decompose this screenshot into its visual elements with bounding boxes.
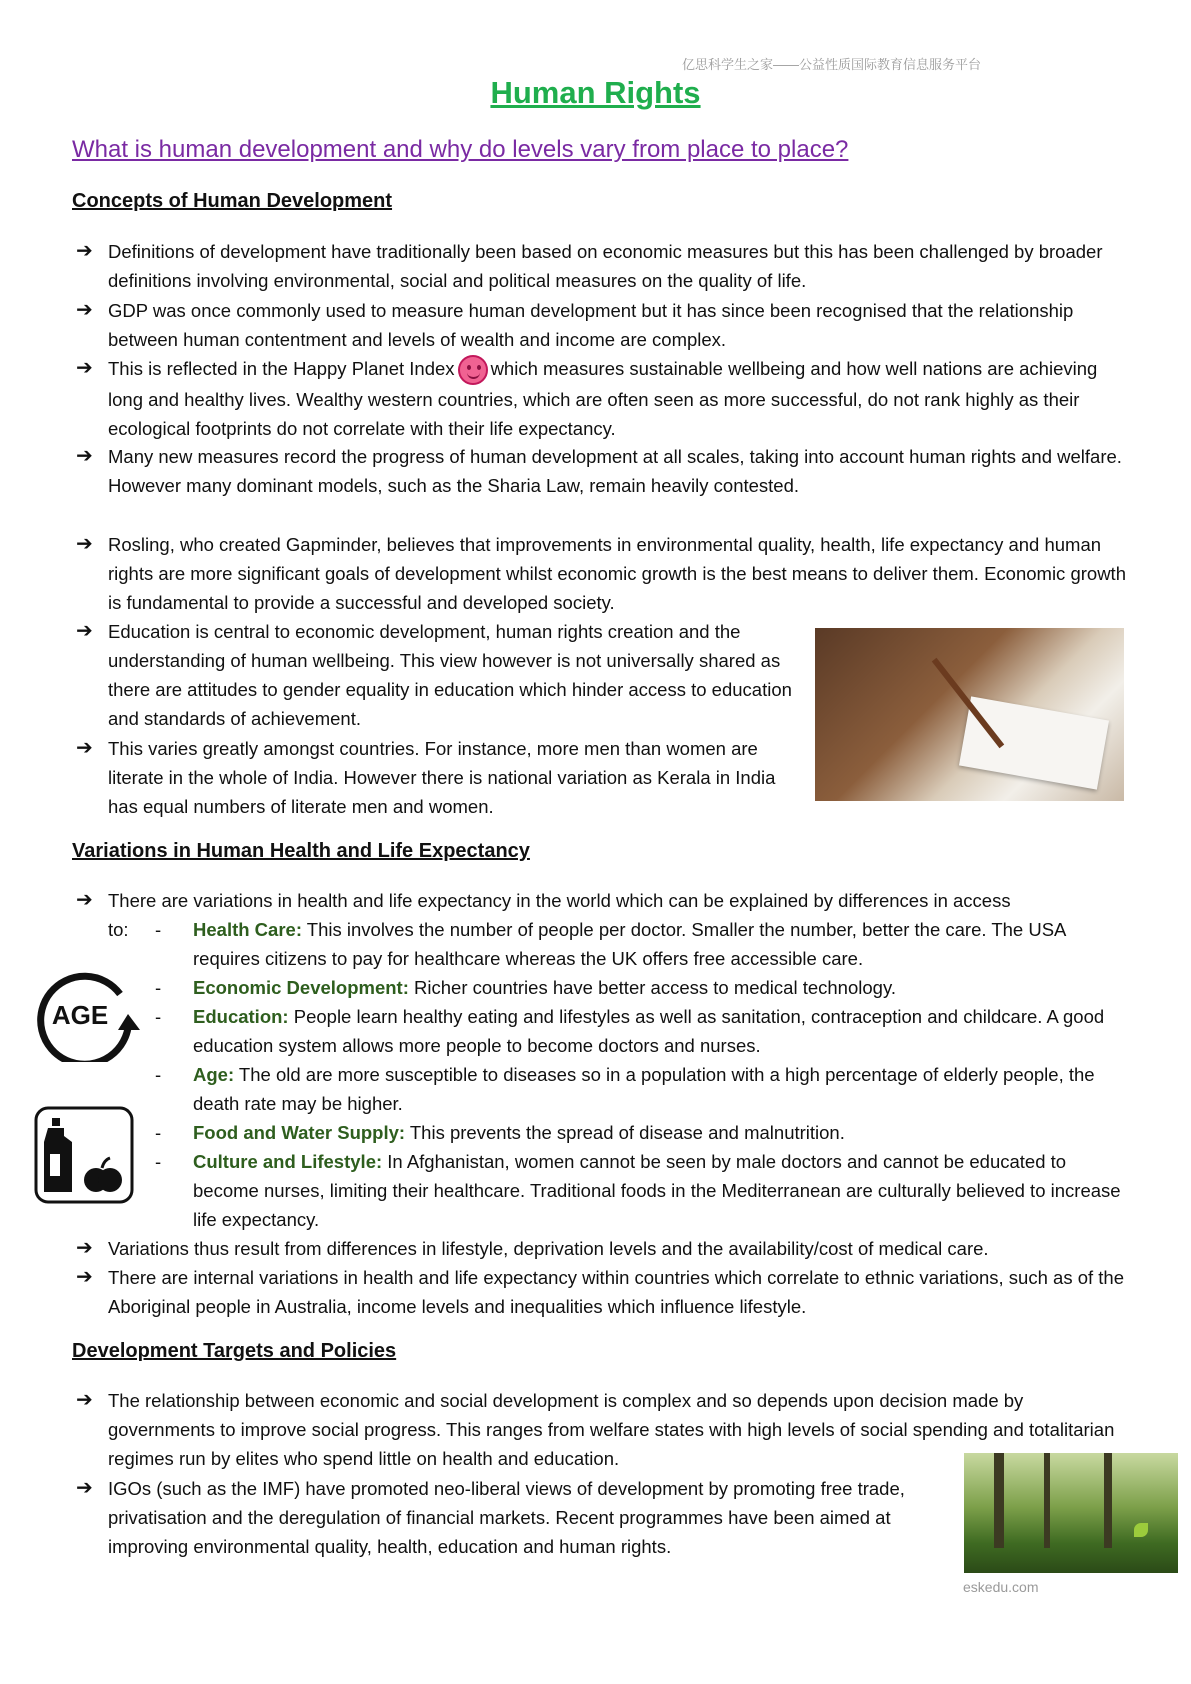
factor-text: This involves the number of people per doctor. Smaller the number, better the care. The USA requires citizens to pay for healthcare whereas the UK offers free accessible care.	[193, 919, 1066, 969]
dash: -	[155, 1151, 162, 1172]
bullet-text: Many new measures record the progress of human development at all scales, taking into account human rights and welfare. However many dominant models, such as the Sharia Law, remain heavily contested.	[108, 446, 1122, 496]
bullet-concepts-6	[76, 734, 796, 821]
bullet-text: The relationship between economic and social development is complex and so depends upon decision made by governments to improve social progress. This ranges from welfare states with high levels of social spending and totalitarian regimes run by elites who spend little on health and education.	[108, 1390, 1115, 1469]
heading-concepts: Concepts of Human Development	[72, 190, 393, 212]
bullet-text	[108, 354, 1126, 443]
bullet-text: There are internal variations in health and life expectancy within countries which correlate to ethnic variations, such as of the Aboriginal people in Australia, income levels and inequalities which influence lifestyle.	[108, 1267, 1124, 1317]
factor-label: Health Care:	[193, 919, 302, 940]
heading-health: Variations in Human Health and Life Expectancy	[72, 840, 530, 862]
age-icon	[32, 964, 140, 1067]
food-water-icon	[34, 1106, 134, 1209]
arrow-icon: ➔	[76, 357, 93, 379]
bullet-concepts-hpi	[76, 354, 1126, 443]
bullet-targets-2	[76, 1474, 956, 1561]
to-label: to:	[108, 919, 129, 940]
arrow-icon: ➔	[76, 533, 93, 555]
factor-label: Food and Water Supply:	[193, 1122, 406, 1143]
watermark-bottom: eskedu.com	[963, 1579, 1039, 1595]
arrow-icon: ➔	[76, 299, 93, 321]
factor-text: People learn healthy eating and lifestyles as well as sanitation, contraception and childcare. A good education system allows more people to become doctors and nurses.	[193, 1006, 1105, 1056]
factor-label: Economic Development:	[193, 977, 409, 998]
bullet-concepts-2	[76, 296, 1126, 354]
bullet-text: GDP was once commonly used to measure human development but it has since been recognised that the relationship between human contentment and levels of wealth and income are complex.	[108, 300, 1074, 350]
bullet-concepts-5	[76, 617, 796, 733]
bullet-text: This varies greatly amongst countries. For instance, more men than women are literate in the whole of India. However there is national variation as Kerala in India has equal numbers of literate men and women.	[108, 738, 776, 817]
bullet-concepts-1	[76, 237, 1126, 295]
dash: -	[155, 1006, 162, 1027]
factor-label: Age:	[193, 1064, 235, 1085]
factor-culture-lifestyle	[155, 1147, 1125, 1234]
arrow-icon: ➔	[76, 240, 93, 262]
arrow-icon: ➔	[76, 620, 93, 642]
dash: -	[155, 977, 162, 998]
hpi-text-before: This is reflected in the Happy Planet Index	[108, 358, 455, 379]
arrow-icon: ➔	[76, 1389, 93, 1411]
factor-economic-development	[155, 973, 1125, 1002]
bullet-concepts-4	[76, 530, 1126, 617]
heading-targets: Development Targets and Policies	[72, 1340, 397, 1362]
arrow-icon: ➔	[76, 889, 93, 911]
arrow-icon: ➔	[76, 445, 93, 467]
bullet-health-2	[76, 1263, 1126, 1321]
smiley-icon	[458, 355, 488, 385]
dash: -	[155, 1122, 162, 1143]
factor-text: Richer countries have better access to medical technology.	[408, 977, 896, 998]
bullet-text: Definitions of development have traditionally been based on economic measures but this has been challenged by broader definitions involving environmental, social and political measures on the quality of life.	[108, 241, 1103, 291]
factor-food-water	[155, 1118, 1125, 1147]
factor-text: The old are more susceptible to diseases so in a population with a high percentage of elderly people, the death rate may be higher.	[193, 1064, 1095, 1114]
dash: -	[155, 1064, 162, 1085]
hpi-text-after: which measures sustainable wellbeing and how well nations are achieving long and healthy lives. Wealthy western countries, which are often seen as more successful, do not rank highly as their ecological footprints do not correlate with their life expectancy.	[108, 358, 1098, 440]
factor-education	[155, 1002, 1125, 1060]
bullet-concepts-3	[76, 442, 1126, 500]
age-icon-text: AGE	[51, 1000, 109, 1030]
dash: -	[155, 919, 162, 940]
bullet-text: Education is central to economic development, human rights creation and the understanding of human wellbeing. This view however is not universally shared as there are attitudes to gender equality in education which hinder access to education and standards of achievement.	[108, 621, 792, 729]
factor-age	[155, 1060, 1125, 1118]
factor-text: This prevents the spread of disease and malnutrition.	[405, 1122, 845, 1143]
bullet-health-intro	[76, 886, 1126, 915]
studying-photo	[815, 628, 1124, 801]
arrow-icon: ➔	[76, 737, 93, 759]
factor-health-care	[155, 915, 1125, 973]
factor-text: In Afghanistan, women cannot be seen by male doctors and cannot be educated to become nurses, limiting their healthcare. Traditional foods in the Mediterranean are culturally believed to increase life expectancy.	[193, 1151, 1121, 1230]
factor-label: Education:	[193, 1006, 289, 1027]
arrow-icon: ➔	[76, 1477, 93, 1499]
forest-photo	[964, 1453, 1178, 1573]
watermark-top: 亿思科学生之家——公益性质国际教育信息服务平台	[682, 57, 982, 72]
page-title: Human Rights	[490, 75, 701, 110]
factor-label: Culture and Lifestyle:	[193, 1151, 383, 1172]
bullet-text: Variations thus result from differences in lifestyle, deprivation levels and the availability/cost of medical care.	[108, 1238, 989, 1259]
bullet-text: IGOs (such as the IMF) have promoted neo-liberal views of development by promoting free trade, privatisation and the deregulation of financial markets. Recent programmes have been aimed at improving environmental quality, health, education and human rights.	[108, 1478, 905, 1557]
arrow-icon: ➔	[76, 1237, 93, 1259]
bullet-text: There are variations in health and life expectancy in the world which can be explained by differences in access	[108, 890, 1011, 911]
bullet-health-1	[76, 1234, 1126, 1263]
page-question: What is human development and why do levels vary from place to place?	[72, 136, 849, 163]
arrow-icon: ➔	[76, 1266, 93, 1288]
bullet-text: Rosling, who created Gapminder, believes that improvements in environmental quality, health, life expectancy and human rights are more significant goals of development whilst economic growth is the best means to deliver them. Economic growth is fundamental to provide a successful and developed society.	[108, 534, 1126, 613]
